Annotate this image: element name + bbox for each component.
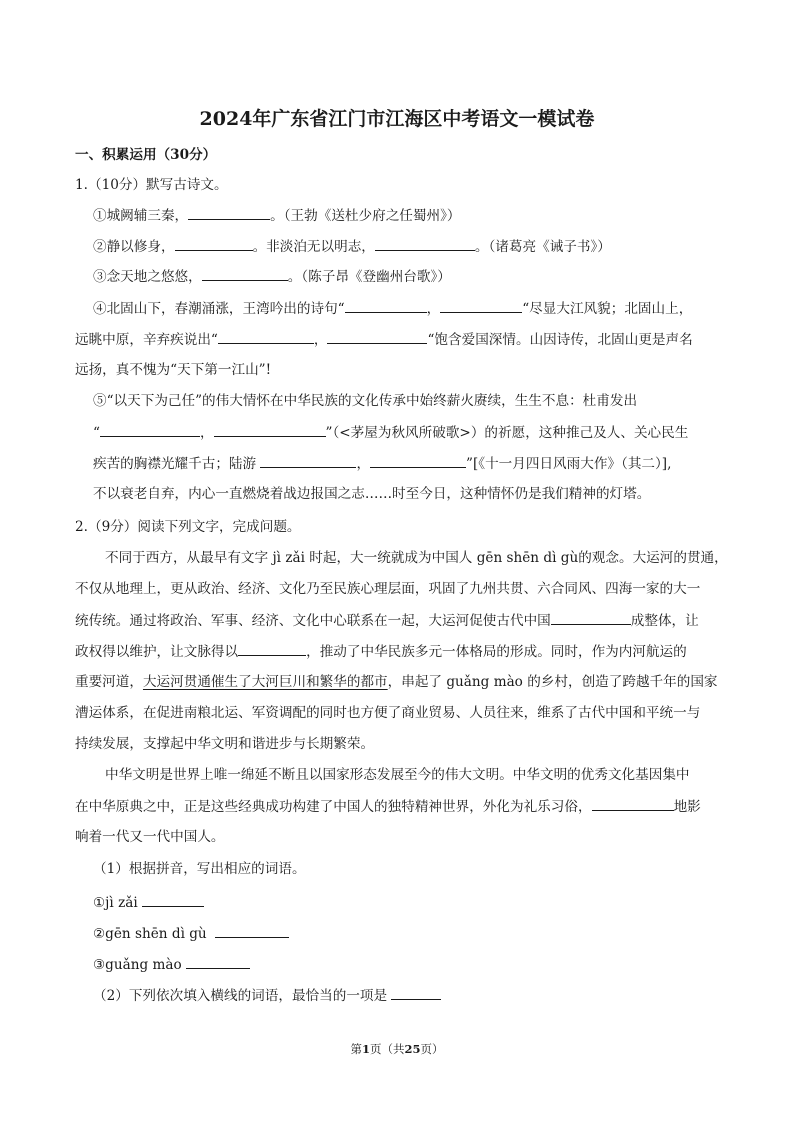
- question-1-heading: 1.（10分）默写古诗文。: [75, 177, 228, 193]
- pinyin-item-1: [93, 893, 204, 912]
- text: ”[《十一月四日风雨大作》（其二）],: [466, 456, 672, 472]
- answer-blank: [345, 299, 427, 313]
- pinyin-item-3: [93, 955, 250, 974]
- page-number: 1: [361, 1042, 370, 1056]
- answer-blank: [142, 893, 204, 907]
- answer-blank: [440, 299, 522, 313]
- sub-question-2: [93, 986, 441, 1005]
- text: ③guǎng mào: [93, 957, 182, 973]
- answer-blank: [375, 237, 475, 251]
- text: ③念天地之悠悠，: [93, 269, 202, 285]
- text: 统传统。通过将政治、军事、经济、文化中心联系在一起，大运河促使古代中国: [75, 613, 551, 629]
- passage-line: [75, 673, 718, 691]
- text: ，: [426, 301, 441, 317]
- passage-line: [75, 642, 687, 661]
- answer-blank: [592, 797, 674, 811]
- passage-line: 持续发展，支撑起中华文明和谐进步与长期繁荣。: [75, 736, 375, 752]
- text: ”（<茅屋为秋风所破歌>）的祈愿，这种推己及人、关心民生: [325, 425, 689, 441]
- text: 重要河道，: [75, 674, 143, 690]
- answer-blank: [551, 611, 631, 625]
- text: 成整体，让: [630, 613, 699, 629]
- underlined-sentence: 大运河贯通催生了大河巨川和繁华的都市: [142, 674, 388, 690]
- answer-blank: [175, 237, 253, 251]
- answer-blank: [218, 330, 314, 344]
- page-footer: [0, 1041, 794, 1057]
- text: ①jì zǎi: [93, 895, 138, 911]
- passage-line: [75, 611, 699, 630]
- section-heading: 一、积累运用（30分）: [75, 147, 217, 163]
- q1-item-5-end: 不以衰老自弃，内心一直燃烧着战边报国之志……时至今日，这种情怀仍是我们精神的灯塔。: [93, 486, 651, 502]
- footer-text: 页（共: [370, 1042, 405, 1056]
- text: ，推动了中华民族多元一体格局的形成。同时，作为内河航运的: [306, 644, 687, 660]
- q1-item-2: [93, 237, 611, 256]
- passage-line: 响着一代又一代中国人。: [75, 829, 225, 845]
- answer-blank: [260, 454, 356, 468]
- text: ②gēn shēn dì gù: [93, 926, 207, 942]
- text: ④北固山下，春潮涌涨，王湾吟出的诗句“: [93, 301, 345, 317]
- text: 。（王勃《送杜少府之任蜀州》）: [270, 208, 461, 224]
- text: ②静以修身，: [93, 239, 175, 255]
- answer-blank: [215, 924, 289, 938]
- text: ①城阙辅三秦，: [93, 208, 189, 224]
- q1-item-4-end: 远扬，真不愧为“天下第一江山”!: [75, 362, 272, 378]
- text: ，串起了 guǎng mào 的乡村，创造了跨越千年的国家: [387, 674, 718, 690]
- footer-text: 页）: [420, 1042, 444, 1056]
- text: “尽显大江风貌；北固山上，: [522, 301, 693, 317]
- text: 疾苦的胸襟光耀千古；陆游: [93, 456, 257, 472]
- passage-line: 不仅从地理上，更从政治、经济、文化乃至民族心理层面，巩固了九州共贯、六合同风、四海一家的大一: [75, 581, 701, 597]
- text: 政权得以维护，让文脉得以: [75, 644, 239, 660]
- passage-line: 中华文明是世界上唯一绵延不断且以国家形态发展至今的伟大文明。中华文明的优秀文化基因集中: [105, 767, 690, 783]
- q1-item-1: [93, 206, 460, 225]
- text: 在中华原典之中，正是这些经典成功构建了中国人的独特精神世界，外化为礼乐习俗，: [75, 799, 592, 815]
- q1-item-3: [93, 267, 451, 286]
- answer-blank: [100, 423, 200, 437]
- answer-blank: [238, 642, 306, 656]
- q1-item-5: ⑤“以天下为己任”的伟大情怀在中华民族的文化传承中始终薪火赓续，生生不息：杜甫发出: [93, 393, 638, 409]
- page-title: 2024年广东省江门市江海区中考语文一模试卷: [199, 108, 595, 130]
- text: ，: [313, 332, 328, 348]
- q1-item-5-cont2: [93, 454, 671, 473]
- pinyin-item-2: [93, 924, 289, 943]
- answer-blank: [186, 955, 250, 969]
- sub-question-1: （1）根据拼音，写出相应的词语。: [93, 861, 306, 877]
- text: 远眺中原，辛弃疾说出“: [75, 332, 218, 348]
- footer-text: 第: [350, 1042, 362, 1056]
- answer-blank: [214, 423, 326, 437]
- passage-line: 不同于西方，从最早有文字 jì zǎi 时起，大一统就成为中国人 gēn shēn dì gù的观念。大运河的贯通，: [105, 550, 728, 566]
- question-2-heading: 2.（9分）阅读下列文字，完成问题。: [75, 519, 301, 535]
- text: “: [93, 425, 100, 441]
- passage-line: [75, 797, 701, 816]
- answer-blank: [202, 267, 288, 281]
- text: “饱含爱国深情。山因诗传，北固山更是声名: [427, 332, 693, 348]
- page-total: 25: [404, 1042, 421, 1056]
- text: 地影: [673, 799, 701, 815]
- answer-blank: [188, 206, 270, 220]
- q1-item-5-cont: [93, 423, 688, 442]
- passage-line: 漕运体系，在促进南粮北运、军资调配的同时也方便了商业贸易、人员往来，维系了古代中国和平统一与: [75, 705, 701, 721]
- text: 。非淡泊无以明志，: [252, 239, 375, 255]
- text: ，: [199, 425, 214, 441]
- text: 。（诸葛亮《诫子书》）: [474, 239, 611, 255]
- text: （2）下列依次填入横线的词语，最恰当的一项是: [93, 988, 388, 1004]
- text: 。（陈子昂《登幽州台歌》）: [287, 269, 451, 285]
- answer-blank: [327, 330, 427, 344]
- q1-item-4-cont: [75, 330, 693, 349]
- answer-blank: [370, 454, 466, 468]
- answer-blank: [391, 986, 441, 1000]
- q1-item-4: [93, 299, 692, 318]
- text: ，: [356, 456, 371, 472]
